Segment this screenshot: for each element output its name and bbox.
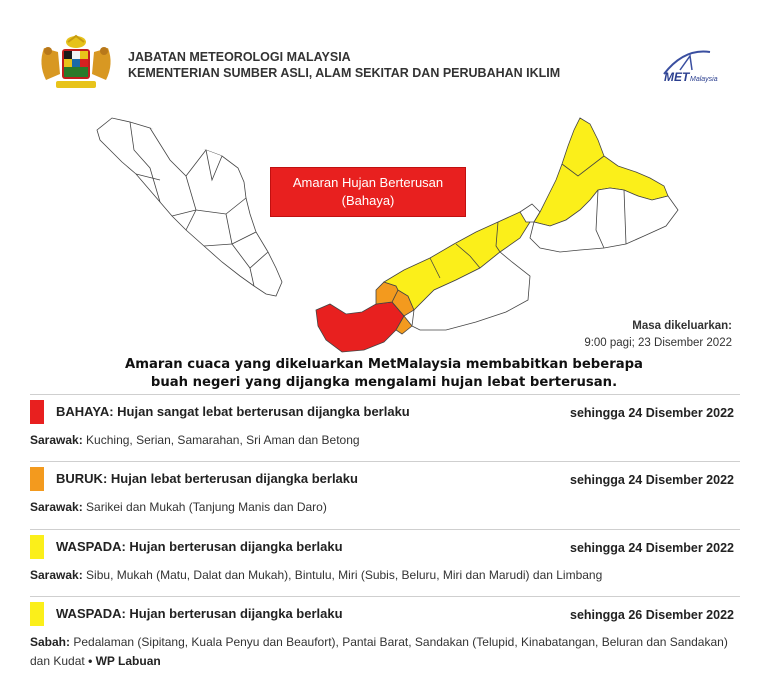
agency-name [128, 49, 560, 81]
divider [30, 596, 740, 597]
issued-time [584, 318, 732, 352]
divider [30, 461, 740, 462]
state-name: Sabah: [30, 635, 71, 649]
area-list: Sarikei dan Mukah (Tanjung Manis dan Daro) [86, 500, 327, 514]
peninsular-malaysia [97, 118, 282, 296]
divider [30, 529, 740, 530]
map-warning-label [270, 167, 466, 217]
area-list: Sibu, Mukah (Matu, Dalat dan Mukah), Bintulu, Miri (Subis, Beluru, Miri dan Marudi) dan Limbang [86, 568, 603, 582]
state-name: Sarawak: [30, 433, 83, 447]
malaysia-logo-text: Malaysia [690, 76, 718, 83]
warning-until: sehingga 24 Disember 2022 [570, 473, 734, 487]
warning-areas [30, 633, 736, 671]
level-color-bar [30, 400, 44, 424]
warning-until: sehingga 24 Disember 2022 [570, 406, 734, 420]
extra-area: • WP Labuan [88, 654, 161, 668]
area-list: Kuching, Serian, Samarahan, Sri Aman dan Betong [86, 433, 360, 447]
sabah [530, 118, 678, 252]
malaysia-coat-of-arms-icon [36, 34, 116, 92]
level-color-bar [30, 602, 44, 626]
state-name: Sarawak: [30, 568, 83, 582]
summary-line1: Amaran cuaca yang dikeluarkan MetMalaysia membabitkan beberapa [125, 357, 643, 372]
warning-areas [30, 566, 736, 585]
warning-title: WASPADA: Hujan berterusan dijangka berlaku [56, 539, 343, 554]
metmalaysia-swoosh-icon [654, 44, 736, 84]
warning-areas [30, 498, 736, 517]
metmalaysia-logo [654, 44, 736, 84]
state-name: Sarawak: [30, 500, 83, 514]
map-warning-line1: Amaran Hujan Berterusan [292, 175, 444, 190]
level-color-bar [30, 467, 44, 491]
ministry-title: KEMENTERIAN SUMBER ASLI, ALAM SEKITAR DAN PERUBAHAN IKLIM [128, 66, 561, 80]
summary-line2: buah negeri yang dijangka mengalami hujan lebat berterusan. [150, 375, 618, 390]
area-list: Pedalaman (Sipitang, Kuala Penyu dan Beaufort), Pantai Barat, Sandakan (Telupid, Kinabatangan, Beluran dan Sandakan) dan Kudat [30, 635, 728, 668]
warning-areas [30, 431, 736, 450]
met-logo-text: MET [664, 70, 690, 84]
divider [30, 394, 740, 395]
warning-title: BAHAYA: Hujan sangat lebat berterusan dijangka berlaku [56, 404, 410, 419]
warning-until: sehingga 24 Disember 2022 [570, 541, 734, 555]
warning-title: WASPADA: Hujan berterusan dijangka berlaku [56, 606, 343, 621]
agency-title: JABATAN METEOROLOGI MALAYSIA [128, 50, 351, 64]
warning-until: sehingga 26 Disember 2022 [570, 608, 734, 622]
header [36, 34, 736, 94]
issued-value: 9:00 pagi; 23 Disember 2022 [584, 337, 732, 349]
map-warning-line2: (Bahaya) [341, 193, 395, 208]
summary-text [30, 356, 738, 392]
warning-title: BURUK: Hujan lebat berterusan dijangka berlaku [56, 471, 358, 486]
issued-label: Masa dikeluarkan: [632, 320, 732, 332]
sarawak [316, 212, 530, 352]
level-color-bar [30, 535, 44, 559]
